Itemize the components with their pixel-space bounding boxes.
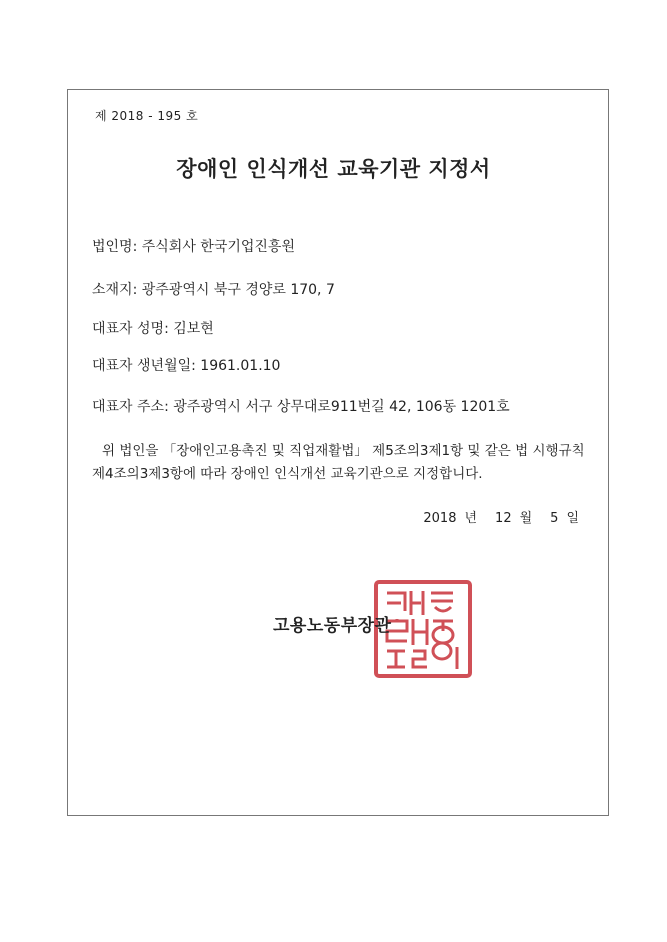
statement-line-1: 위 법인을 「장애인고용촉진 및 직업재활법」 제5조의3제1항 및 같은 법 시행규칙	[102, 443, 585, 459]
field-representative-name	[92, 318, 214, 338]
field-label: 대표자 성명:	[92, 321, 169, 337]
field-value: 주식회사 한국기업진흥원	[141, 239, 295, 255]
designation-statement	[92, 440, 590, 486]
date-month-unit: 월	[519, 511, 533, 526]
field-value: 김보현	[173, 321, 214, 337]
field-corporation-name	[92, 236, 295, 256]
date-year-unit: 년	[464, 511, 478, 526]
document-number: 제 2018 - 195 호	[95, 109, 199, 123]
field-representative-birthdate	[92, 355, 280, 375]
date-day-unit: 일	[566, 511, 579, 526]
field-label: 대표자 주소:	[92, 399, 169, 415]
issuer-name: 고용노동부장관	[273, 616, 392, 636]
field-label: 소재지:	[92, 282, 138, 298]
field-label: 법인명:	[92, 239, 138, 255]
date-year: 2018	[423, 511, 457, 526]
date-day: 5	[550, 511, 559, 526]
field-location	[92, 279, 335, 299]
document-title: 장애인 인식개선 교육기관 지정서	[176, 157, 491, 181]
field-value: 광주광역시 북구 경양로 170, 7	[141, 282, 335, 298]
field-value: 1961.01.10	[200, 358, 281, 374]
field-label: 대표자 생년월일:	[92, 358, 196, 374]
date-month: 12	[495, 511, 512, 526]
field-representative-address	[92, 396, 510, 416]
statement-line-2: 제4조의3제3항에 따라 장애인 인식개선 교육기관으로 지정합니다.	[92, 466, 483, 482]
issue-date	[423, 507, 579, 526]
field-value: 광주광역시 서구 상무대로911번길 42, 106동 1201호	[173, 399, 510, 415]
